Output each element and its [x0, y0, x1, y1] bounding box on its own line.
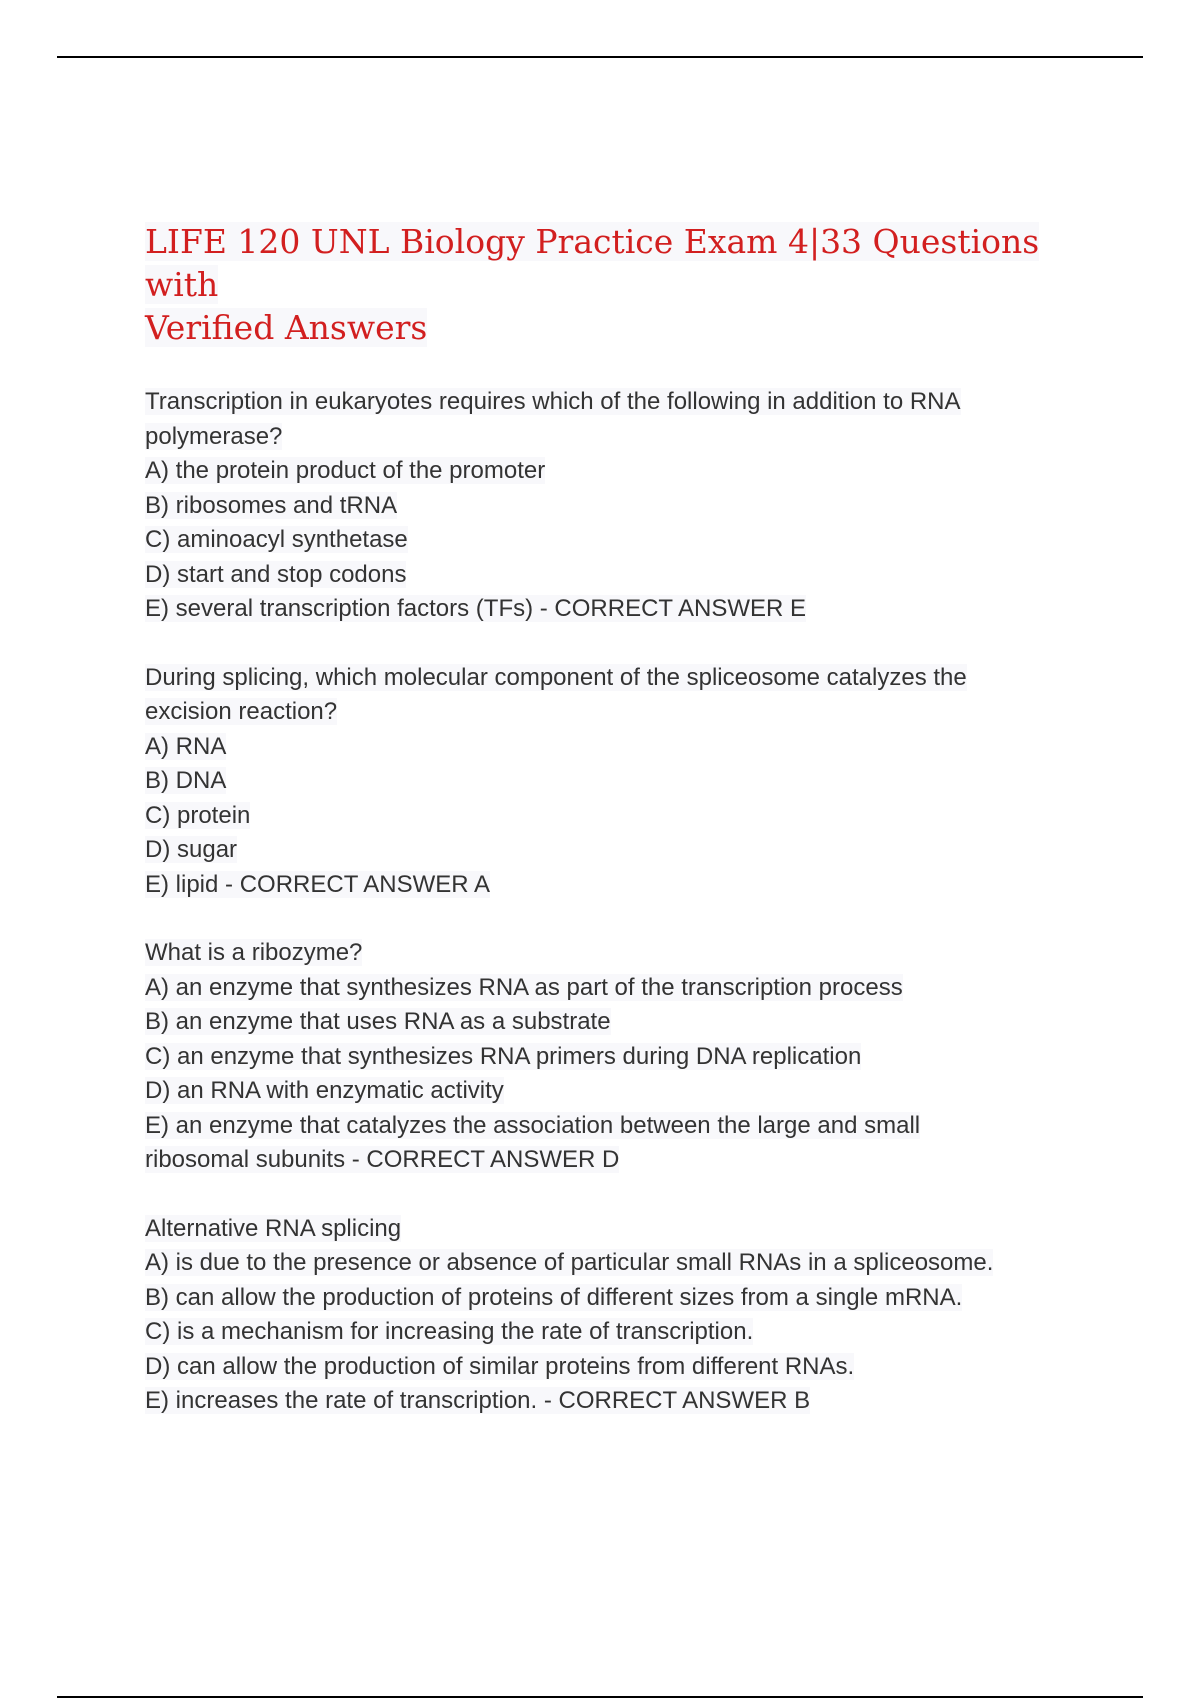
answer-option: A) RNA [145, 732, 227, 760]
answer-option: C) an enzyme that synthesizes RNA primers during DNA replication [145, 1042, 862, 1070]
title-line: LIFE 120 UNL Biology Practice Exam 4|33 Questions with [145, 222, 1040, 304]
answer-option: C) aminoacyl synthetase [145, 526, 408, 553]
answer-option-with-correct-answer: ribosomal subunits - CORRECT ANSWER D [145, 1146, 620, 1173]
answer-option: E) an enzyme that catalyzes the association between the large and small [145, 1111, 921, 1139]
header-rule [57, 56, 1143, 58]
question-text-line: Alternative RNA splicing [145, 1214, 402, 1242]
answer-option: B) can allow the production of proteins of different sizes from a single mRNA. [145, 1283, 963, 1311]
answer-option: B) ribosomes and tRNA [145, 491, 398, 519]
answer-option-with-correct-answer: E) lipid - CORRECT ANSWER A [145, 870, 490, 898]
document-title [145, 220, 1065, 349]
question-text-line: Transcription in eukaryotes requires which of the following in addition to RNA [145, 388, 961, 415]
question-block [145, 936, 1065, 1178]
question-block [145, 385, 1065, 627]
answer-option: D) an RNA with enzymatic activity [145, 1077, 504, 1104]
answer-option: C) is a mechanism for increasing the rate of transcription. [145, 1318, 754, 1345]
question-text-line: excision reaction? [145, 698, 338, 725]
answer-option: C) protein [145, 801, 251, 829]
answer-option: D) sugar [145, 836, 238, 863]
question-text-line: During splicing, which molecular component of the spliceosome catalyzes the [145, 663, 967, 691]
answer-option: A) is due to the presence or absence of particular small RNAs in a spliceosome. [145, 1249, 994, 1276]
answer-option: B) an enzyme that uses RNA as a substrate [145, 1008, 611, 1035]
footer-rule [57, 1696, 1143, 1698]
question-text-line: polymerase? [145, 422, 283, 450]
answer-option: D) can allow the production of similar proteins from different RNAs. [145, 1352, 855, 1380]
answer-option: D) start and stop codons [145, 560, 407, 588]
answer-option: A) an enzyme that synthesizes RNA as part of the transcription process [145, 973, 903, 1001]
answer-option: B) DNA [145, 767, 227, 794]
question-block [145, 1212, 1065, 1419]
question-text-line: What is a ribozyme? [145, 939, 363, 966]
answer-option-with-correct-answer: E) increases the rate of transcription. - CORRECT ANSWER B [145, 1387, 811, 1414]
answer-option-with-correct-answer: E) several transcription factors (TFs) - CORRECT ANSWER E [145, 595, 807, 622]
answer-option: A) the protein product of the promoter [145, 457, 546, 484]
question-block [145, 661, 1065, 903]
document-body [145, 220, 1065, 1453]
title-line: Verified Answers [145, 308, 428, 347]
